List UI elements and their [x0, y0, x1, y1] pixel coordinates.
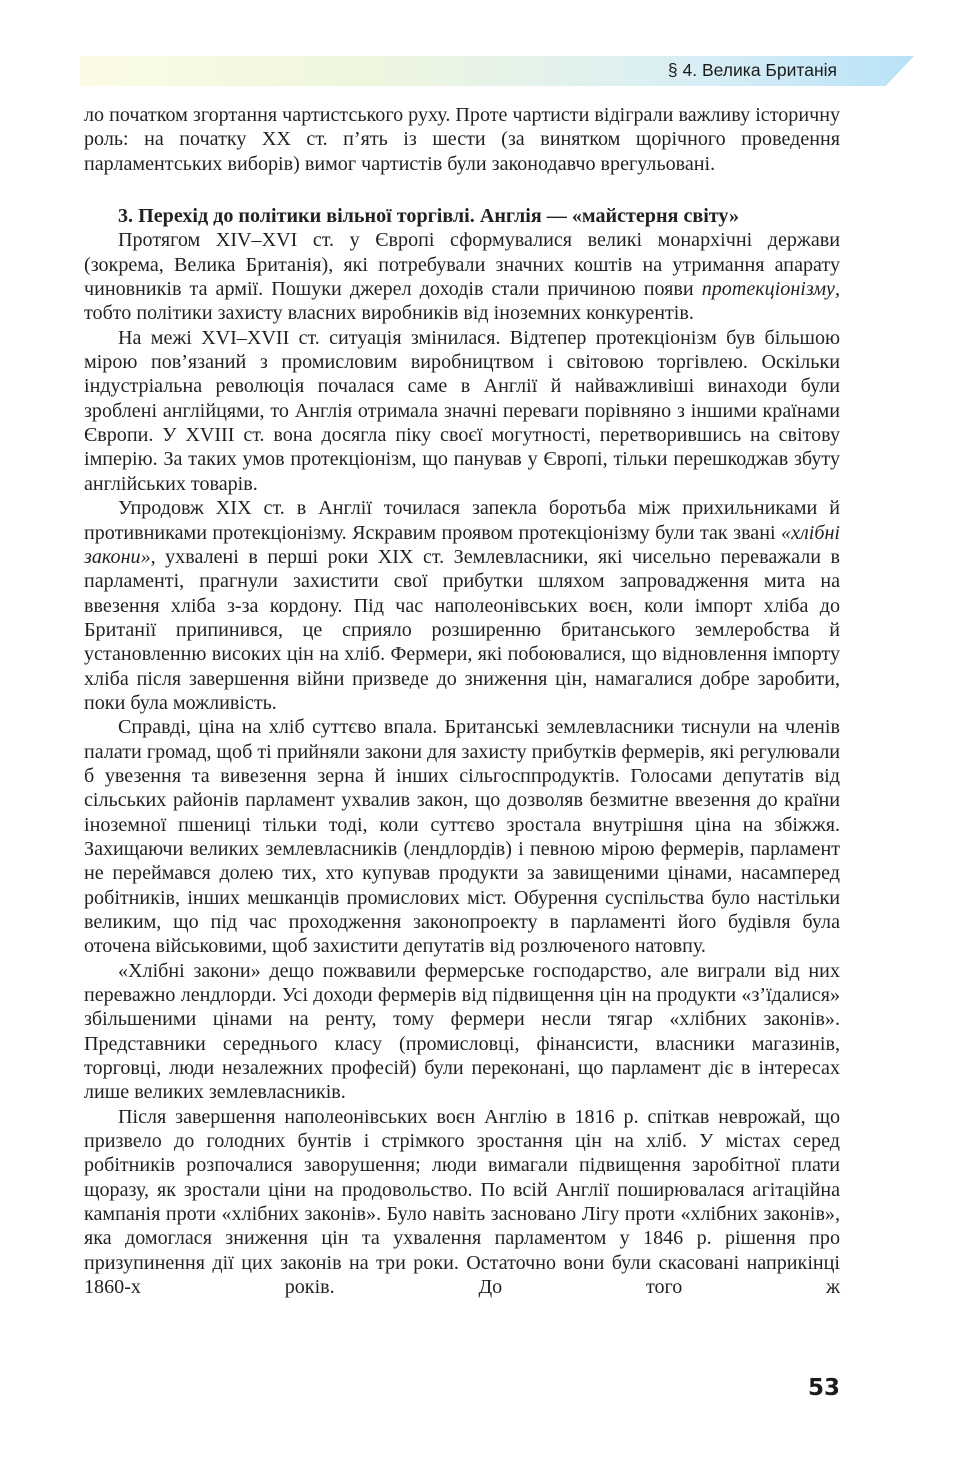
paragraph-xvi-xvii: На межі XVI–XVII ст. ситуація змінилася. Відтепер протекціонізм був більшою мірою пов’язаний з промисловим виробництвом і світовою торгівлею. Оскільки індустріальна революція почалася саме в Англії й найважливіші винаходи були зроблені англійцями, то Англія отримала значні переваги порівняно з іншими країнами Європи. У XVIII ст. вона досягла піку своєї могутності, перетворившись на світову імперію. За таких умов протекціонізм, що панував у Європі, тільки перешкоджав збуту англійських товарів. [84, 326, 840, 495]
paragraph-continuation: ло початком згортання чартистського руху. Проте чартисти відіграли важливу історичну роль: на початку XX ст. п’ять із шести (за винятком щорічного проведення парламентських виборів) вимог чартистів були законодавчо врегульовані. [84, 104, 840, 175]
paragraph-after-wars: Після завершення наполеонівських воєн Англію в 1816 р. спіткав неврожай, що призвело до голодних бунтів і стрімкого зростання цін на хліб. У містах серед робітників розпочалися заворушення; люди вимагали підвищення заробітної плати щоразу, як зростали ціни на продовольство. По всій Англії поширювалася агітаційна кампанія проти «хлібних законів». Було навіть засновано Лігу проти «хлібних законів», яка домоглася зниження цін та ухвалення парламентом у 1846 р. рішення про призупинення дії цих законів на три роки. Остаточно вони були скасовані наприкінці 1860-х років. До того ж [84, 1105, 840, 1299]
page-body [84, 103, 840, 1300]
paragraph-landlords: «Хлібні закони» дещо пожвавили фермерське господарство, але виграли від них переважно лендлорди. Усі доходи фермерів від підвищення цін на продукти «з’їдалися» збільшеними цінами на ренту, тому фермери несли тягар «хлібних законів». Представники середнього класу (промисловці, фінансисти, власники магазинів, торговці, люди незалежних професій) були переконані, що парламент діє в інтересах лише великих землевласників. [84, 959, 840, 1104]
page-number: 53 [808, 1375, 841, 1401]
text-run: Упродовж XIX ст. в Англії точилася запекла боротьба між прихильниками й противниками протекціонізму. Яскравим проявом протекціонізму були так звані [84, 497, 840, 544]
section-heading: 3. Перехід до політики вільної торгівлі. Англія — «майстерня світу» [118, 205, 740, 228]
paragraph-corn-laws-intro [84, 496, 840, 715]
text-run: , ухвалені в перші роки XIX ст. Землевласники, які чисельно переважали в парламенті, прагнули захистити свої прибутки шляхом запровадження мита на ввезення хліба з-за кордону. Під час наполеонівських воєн, коли імпорт хліба до Британії припинився, це сприяло розширенню британського землеробства й установленню високих цін на хліб. Фермери, які побоювалися, що відновлення імпорту хліба після завершення війни призведе до зниження цін, намагалися добре заробити, поки була можливість. [84, 545, 840, 714]
text-run: , тобто політики захисту власних виробників від іноземних конкурентів. [84, 278, 840, 325]
running-header-title: § 4. Велика Британія [667, 60, 837, 80]
emphasized-term: «хлібні закони» [84, 521, 840, 568]
emphasized-term: протекціонізму [701, 278, 835, 301]
paragraph-protectionism-origin [84, 228, 840, 325]
text-run: Протягом XIV–XVI ст. у Європі сформувалися великі монархічні держави (зокрема, Велика Британія), які потребували значних коштів на утримання апарату чиновників та армії. Пошуки джерел доходів стали причиною появи [84, 229, 840, 301]
paragraph-price-fall: Справді, ціна на хліб суттєво впала. Британські землевласники тиснули на членів палати громад, щоб ті прийняли закони для захисту прибутків фермерів, які регулювали б увезення та вивезення зерна й інших сільгосппродуктів. Голосами депутатів від сільських районів парламент ухвалив закон, що дозволяв безмитне ввезення до країни іноземної пшениці тільки тоді, коли суттєво зростала внутрішня ціна на збіжжя. Захищаючи великих землевласників (лендлордів) і певною мірою фермерів, парламент не переймався долею тих, хто купував продукти за завищеними цінами, насамперед робітників, інших мешканців промислових міст. Обурення суспільства було настільки великим, що під час проходження законопроекту в парламенті його будівля була оточена військовими, щоб захистити депутатів від розлюченого натовпу. [84, 716, 840, 958]
